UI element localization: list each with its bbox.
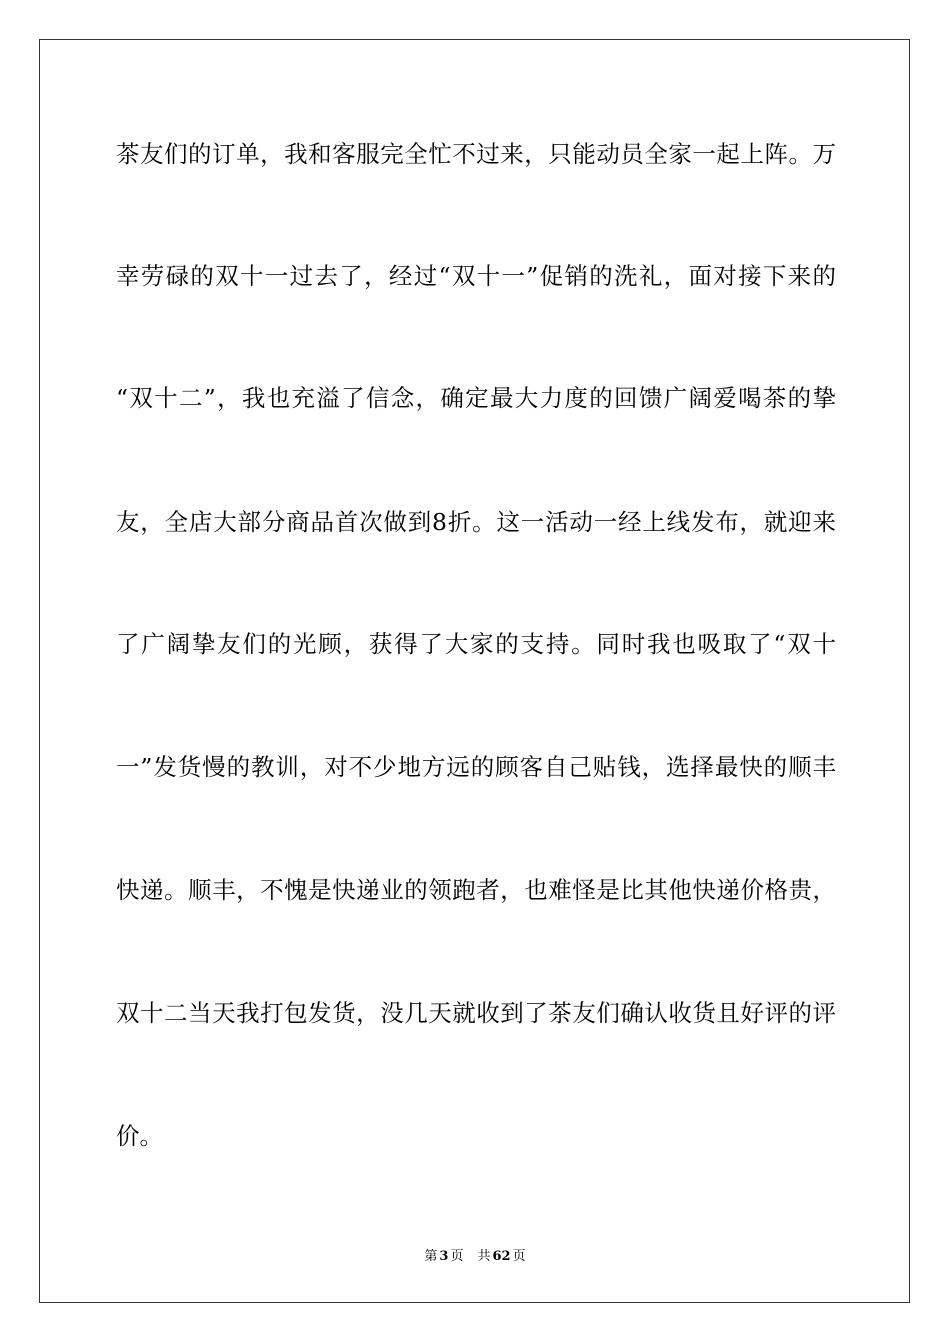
footer-page-prefix: 第 bbox=[424, 1249, 438, 1264]
footer-total-prefix: 共 bbox=[477, 1249, 491, 1264]
page-frame bbox=[39, 39, 910, 1303]
footer-page-suffix: 页 bbox=[450, 1249, 464, 1264]
body-text-line-5: 了广阔挚友们的光顾，获得了大家的支持。同时我也吸取了“双十 bbox=[116, 630, 836, 658]
body-text-line-6: 一”发货慢的教训，对不少地方远的顾客自己贴钱，选择最快的顺丰 bbox=[116, 753, 836, 781]
body-text-line-4: 友，全店大部分商品首次做到8折。这一活动一经上线发布，就迎来 bbox=[116, 508, 836, 536]
footer-total-suffix: 页 bbox=[512, 1249, 526, 1264]
page-footer bbox=[0, 1246, 950, 1268]
footer-page-number: 3 bbox=[439, 1249, 449, 1264]
body-text-line-2: 幸劳碌的双十一过去了，经过“双十一”促销的洗礼，面对接下来的 bbox=[116, 262, 836, 290]
body-text-line-9: 价。 bbox=[116, 1122, 163, 1150]
body-text-line-1: 茶友们的订单，我和客服完全忙不过来，只能动员全家一起上阵。万 bbox=[116, 140, 836, 168]
footer-total-pages: 62 bbox=[492, 1249, 511, 1264]
body-text-line-8: 双十二当天我打包发货，没几天就收到了茶友们确认收货且好评的评 bbox=[116, 999, 836, 1027]
body-text-line-3: “双十二”，我也充溢了信念，确定最大力度的回馈广阔爱喝茶的挚 bbox=[116, 384, 836, 412]
body-text-line-7: 快递。顺丰，不愧是快递业的领跑者，也难怪是比其他快递价格贵， bbox=[116, 876, 836, 904]
